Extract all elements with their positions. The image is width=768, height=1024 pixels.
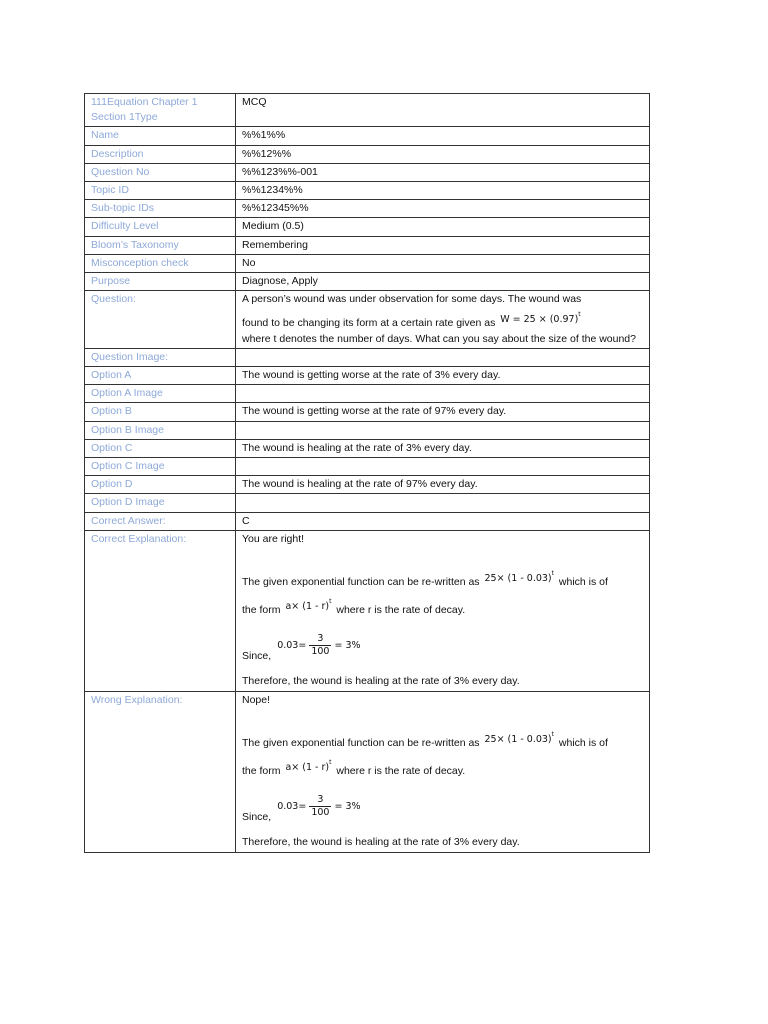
formula-exponent: t	[329, 598, 332, 606]
type-value: MCQ	[236, 94, 650, 127]
rewrite-text: The given exponential function can be re-written as	[242, 576, 480, 589]
field-value: Medium (0.5)	[236, 218, 650, 236]
table-row	[85, 163, 650, 181]
formula-exponent: t	[551, 570, 554, 578]
table-row	[85, 348, 650, 366]
fraction	[309, 794, 331, 819]
field-label: Question No	[85, 163, 236, 181]
form-text: the form	[242, 765, 281, 778]
field-value: The wound is healing at the rate of 3% every day.	[236, 439, 650, 457]
field-label: Sub-topic IDs	[85, 200, 236, 218]
field-value	[236, 348, 650, 366]
rewrite-line	[242, 566, 643, 590]
formula-exponent: t	[578, 311, 581, 319]
table-row	[85, 145, 650, 163]
fraction-numerator: 3	[309, 794, 331, 807]
wrong-explanation-row	[85, 691, 650, 852]
formula-base: 25× (1 - 0.03)	[484, 573, 552, 585]
field-label: Option C	[85, 439, 236, 457]
formula-base: W = 25 × (0.97)	[500, 314, 579, 326]
rate-formula	[277, 633, 360, 658]
type-label-cell	[85, 94, 236, 127]
form-formula	[285, 594, 331, 614]
table-row	[85, 254, 650, 272]
formula-base: a× (1 - r)	[285, 762, 330, 774]
table-row	[85, 367, 650, 385]
field-label: Topic ID	[85, 182, 236, 200]
table-row	[85, 439, 650, 457]
table-row	[85, 273, 650, 291]
field-label: Option A	[85, 367, 236, 385]
wrong-explanation-label: Wrong Explanation:	[85, 691, 236, 852]
question-text-line3: where t denotes the number of days. What can you say about the size of the wound?	[242, 332, 636, 345]
field-label: Difficulty Level	[85, 218, 236, 236]
field-label: Name	[85, 127, 236, 145]
field-label: Option B Image	[85, 421, 236, 439]
wrong-explanation-text	[236, 691, 650, 852]
field-label: Description	[85, 145, 236, 163]
question-text-line2: found to be changing its form at a certain rate given as	[242, 317, 496, 330]
field-label: Option A Image	[85, 385, 236, 403]
table-row	[85, 218, 650, 236]
correct-explanation-text	[236, 530, 650, 691]
formula-exponent: t	[329, 759, 332, 767]
field-label: Purpose	[85, 273, 236, 291]
equation-chapter-label: 111Equation Chapter 1	[91, 96, 198, 108]
field-value	[236, 421, 650, 439]
field-value: %%1234%%	[236, 182, 650, 200]
field-label: Option D Image	[85, 494, 236, 512]
formula-base: a× (1 - r)	[285, 601, 330, 613]
table-row	[85, 236, 650, 254]
formula-exponent: t	[551, 730, 554, 738]
since-text: Since,	[242, 811, 272, 824]
field-value: Remembering	[236, 236, 650, 254]
field-value: %%12%%	[236, 145, 650, 163]
rewrite-formula	[484, 566, 554, 586]
field-label: Option B	[85, 403, 236, 421]
field-value	[236, 494, 650, 512]
rate-rhs: = 3%	[334, 640, 361, 652]
form-line	[242, 755, 643, 779]
fraction-numerator: 3	[309, 633, 331, 646]
formula-base: 25× (1 - 0.03)	[484, 733, 552, 745]
wrong-greeting: Nope!	[242, 693, 271, 706]
field-value: C	[236, 512, 650, 530]
fraction-denominator: 100	[311, 807, 330, 819]
rewrite-text-end: which is of	[558, 576, 608, 589]
fraction-denominator: 100	[311, 646, 330, 658]
field-label: Option D	[85, 476, 236, 494]
correct-greeting: You are right!	[242, 532, 305, 545]
rewrite-text: The given exponential function can be re-written as	[242, 736, 480, 749]
rate-rhs: = 3%	[334, 801, 361, 813]
form-line	[242, 594, 643, 618]
question-row	[85, 291, 650, 349]
form-text-end: where r is the rate of decay.	[336, 604, 466, 617]
field-value: The wound is getting worse at the rate of 3% every day.	[236, 367, 650, 385]
rate-lhs: 0.03=	[277, 640, 307, 652]
field-value	[236, 385, 650, 403]
table-row	[85, 494, 650, 512]
since-text: Since,	[242, 650, 272, 663]
field-value: No	[236, 254, 650, 272]
field-label: Option C Image	[85, 458, 236, 476]
rewrite-formula	[484, 727, 554, 747]
question-label: Question:	[85, 291, 236, 349]
question-text	[236, 291, 650, 349]
rate-lhs: 0.03=	[277, 801, 307, 813]
question-text-line1: A person’s wound was under observation for some days. The wound was	[242, 293, 582, 306]
rewrite-line	[242, 727, 643, 751]
table-row	[85, 127, 650, 145]
field-value: The wound is getting worse at the rate of 97% every day.	[236, 403, 650, 421]
rewrite-text-end: which is of	[558, 736, 608, 749]
field-value: Diagnose, Apply	[236, 273, 650, 291]
correct-explanation-row	[85, 530, 650, 691]
wrong-conclusion: Therefore, the wound is healing at the rate of 3% every day.	[242, 836, 520, 849]
since-line	[242, 633, 643, 664]
field-value: %%12345%%	[236, 200, 650, 218]
question-metadata-table	[84, 93, 650, 853]
form-text: the form	[242, 604, 281, 617]
field-label: Bloom’s Taxonomy	[85, 236, 236, 254]
type-label: Type	[134, 111, 158, 124]
section-label: Section 1	[91, 111, 135, 124]
table-row	[85, 94, 650, 127]
correct-conclusion: Therefore, the wound is healing at the rate of 3% every day.	[242, 675, 520, 688]
table-row	[85, 385, 650, 403]
table-row	[85, 182, 650, 200]
field-label: Correct Answer:	[85, 512, 236, 530]
field-label: Misconception check	[85, 254, 236, 272]
table-row	[85, 200, 650, 218]
table-row	[85, 476, 650, 494]
form-formula	[285, 755, 331, 775]
question-formula	[500, 307, 580, 327]
field-value: The wound is healing at the rate of 97% every day.	[236, 476, 650, 494]
table-row	[85, 512, 650, 530]
table-row	[85, 403, 650, 421]
since-line	[242, 794, 643, 825]
fraction	[309, 633, 331, 658]
table-row	[85, 458, 650, 476]
field-value	[236, 458, 650, 476]
field-label: Question Image:	[85, 348, 236, 366]
correct-explanation-label: Correct Explanation:	[85, 530, 236, 691]
form-text-end: where r is the rate of decay.	[336, 765, 466, 778]
rate-formula	[277, 794, 360, 819]
field-value: %%1%%	[236, 127, 650, 145]
field-value: %%123%%-001	[236, 163, 650, 181]
table-row	[85, 421, 650, 439]
